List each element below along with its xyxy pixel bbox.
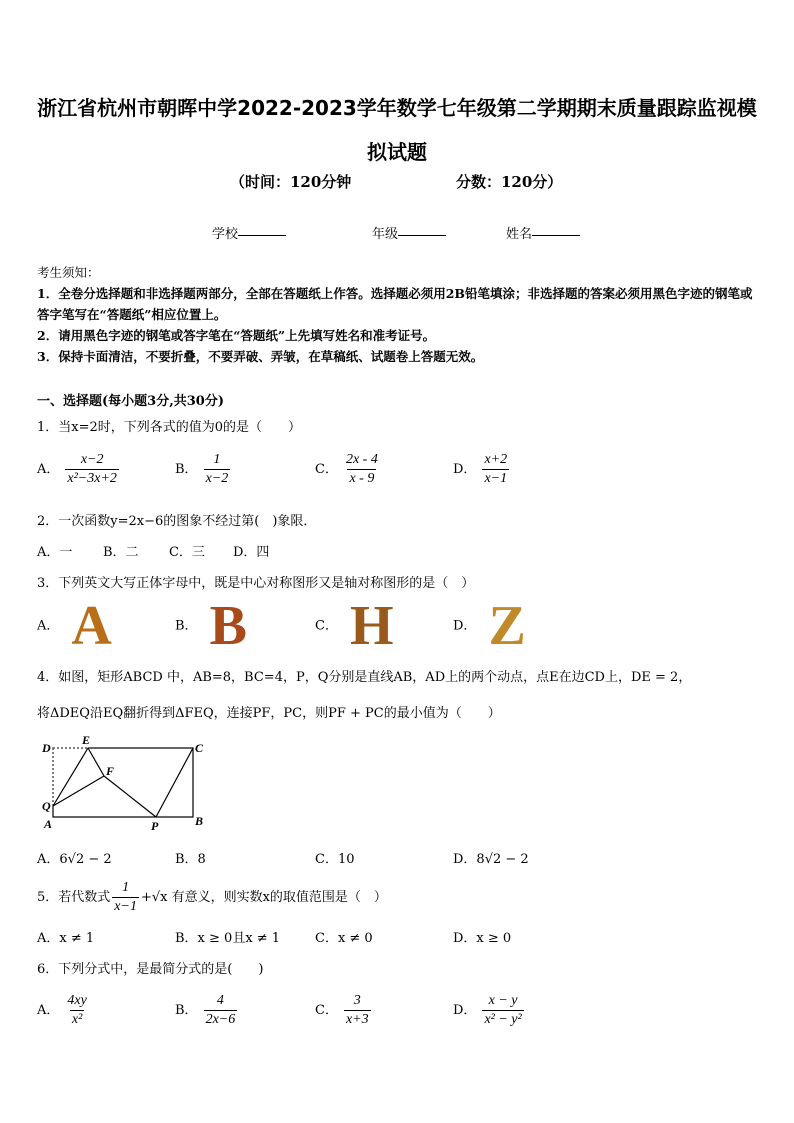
name-blank xyxy=(532,223,580,236)
q5-option-c[interactable]: C．x ≠ 0 xyxy=(315,931,373,946)
label-f: F xyxy=(106,764,115,778)
label-e: E xyxy=(82,733,91,747)
q2-option-a[interactable]: A．一 xyxy=(37,545,73,560)
numerator: 1 xyxy=(122,880,130,895)
name-label: 姓名 xyxy=(506,227,533,242)
q5-option-d[interactable]: D．x ≥ 0 xyxy=(453,931,512,946)
option-label: C． xyxy=(315,1003,338,1018)
numerator: 4xy xyxy=(67,993,87,1008)
question-2-stem: 2．一次函数y=2x−6的图象不经过第( )象限． xyxy=(37,514,317,529)
q1-option-c[interactable] xyxy=(315,452,380,487)
q6-option-b[interactable] xyxy=(175,993,237,1028)
question-1-stem: 1．当x=2时，下列各式的值为0的是（ ） xyxy=(37,420,302,435)
denominator: x−2 xyxy=(205,471,229,486)
numerator: 1 xyxy=(213,452,221,467)
q6-option-c[interactable] xyxy=(315,993,371,1028)
label-a: A xyxy=(44,817,53,831)
fraction xyxy=(482,452,509,487)
denominator: x²−3x+2 xyxy=(67,471,117,486)
q2-option-d[interactable]: D．四 xyxy=(233,545,270,560)
question-4-line2: 将ΔDEQ沿EQ翻折得到ΔFEQ，连接PF，PC，则PF + PC的最小值为（ ） xyxy=(37,706,501,721)
question-3-stem: 3．下列英文大写正体字母中，既是中心对称图形又是轴对称图形的是（ ） xyxy=(37,576,475,591)
option-label: D． xyxy=(453,462,477,477)
numerator: x+2 xyxy=(484,452,508,467)
fraction xyxy=(344,993,371,1028)
time-label: （时间：120分钟 xyxy=(230,173,352,191)
option-label: D． xyxy=(453,618,477,634)
rectangle-figure xyxy=(36,732,216,832)
q6-option-d[interactable] xyxy=(453,993,524,1028)
q1-option-d[interactable] xyxy=(453,452,509,487)
option-label: D． xyxy=(453,1003,477,1018)
label-d: D xyxy=(42,741,51,755)
option-label: A． xyxy=(37,618,60,634)
school-label: 学校 xyxy=(212,227,239,242)
school-field xyxy=(212,223,238,242)
score-label: 分数：120分） xyxy=(456,173,563,191)
option-label: A． xyxy=(37,1003,60,1018)
label-q: Q xyxy=(42,799,51,813)
segment-pf xyxy=(104,776,156,817)
notice-heading: 考生须知： xyxy=(37,265,100,280)
letter-b-image: B xyxy=(209,595,247,657)
notice-item: 2．请用黑色字迹的钢笔或答字笔在“答题纸”上先填写姓名和准考证号。 xyxy=(37,328,436,343)
option-label: C． xyxy=(315,618,338,634)
q6-option-a[interactable] xyxy=(37,993,89,1028)
denominator: x−1 xyxy=(484,471,508,486)
rectangle-abcd xyxy=(53,748,193,817)
denominator: 2x−6 xyxy=(205,1012,236,1027)
letter-h-image: H xyxy=(349,595,394,657)
q5-option-a[interactable]: A．x ≠ 1 xyxy=(37,931,95,946)
label-p: P xyxy=(151,819,159,832)
q4-option-d[interactable]: D．8√2 − 2 xyxy=(453,852,529,867)
numerator: 4 xyxy=(216,993,224,1008)
fraction xyxy=(112,880,139,915)
fraction xyxy=(482,993,523,1028)
q1-option-a[interactable] xyxy=(37,452,119,487)
section-heading: 一、选择题(每小题3分,共30分) xyxy=(37,394,224,409)
segment-eq xyxy=(53,748,88,806)
denominator: x² − y² xyxy=(484,1012,522,1027)
label-b: B xyxy=(195,814,204,828)
question-4-line1: 4．如图，矩形ABCD 中，AB=8，BC=4，P，Q分别是直线AB，AD上的两个动点，点E在边CD上，DE = 2， xyxy=(37,670,692,685)
segment-pc xyxy=(156,748,193,817)
q1-option-b[interactable] xyxy=(175,452,230,487)
q3-option-c[interactable] xyxy=(315,595,394,657)
segment-qf xyxy=(53,776,104,806)
grade-blank xyxy=(398,223,446,236)
question-5-stem xyxy=(37,880,387,915)
q3-option-a[interactable] xyxy=(37,595,112,657)
name-field xyxy=(506,223,532,242)
denominator: x−1 xyxy=(114,899,137,914)
q4-option-a[interactable]: A．6√2 − 2 xyxy=(37,852,112,867)
option-label: B． xyxy=(175,618,198,634)
fraction xyxy=(204,993,238,1028)
denominator: x² xyxy=(71,1012,83,1027)
exam-title: 浙江省杭州市朝晖中学2022-2023学年数学七年级第二学期期末质量跟踪监视模拟试题 xyxy=(37,96,757,164)
numerator: x−2 xyxy=(80,452,104,467)
option-label: C． xyxy=(315,462,338,477)
option-label: B． xyxy=(175,1003,198,1018)
option-label: A． xyxy=(37,462,60,477)
fraction xyxy=(344,452,380,487)
numerator: 3 xyxy=(353,993,361,1008)
q2-option-c[interactable]: C．三 xyxy=(169,545,205,560)
denominator: x+3 xyxy=(345,1012,369,1027)
q3-option-d[interactable] xyxy=(453,595,526,657)
fraction xyxy=(65,452,119,487)
denominator: x - 9 xyxy=(349,471,375,486)
q4-option-b[interactable]: B．8 xyxy=(175,852,206,867)
q5-option-b[interactable]: B．x ≥ 0且x ≠ 1 xyxy=(175,931,281,946)
fraction xyxy=(65,993,88,1028)
exam-notice xyxy=(37,262,762,367)
q4-option-c[interactable]: C．10 xyxy=(315,852,355,867)
question-6-stem: 6．下列分式中，是最简分式的是( ) xyxy=(37,962,264,977)
q5-stem-post: +√x 有意义，则实数x的取值范围是（ ） xyxy=(140,890,387,905)
option-label: B． xyxy=(175,462,198,477)
q2-option-b[interactable]: B．二 xyxy=(103,545,139,560)
numerator: 2x - 4 xyxy=(345,452,378,467)
notice-item: 3．保持卡面清洁，不要折叠，不要弄破、弄皱，在草稿纸、试题卷上答题无效。 xyxy=(37,349,484,364)
numerator: x − y xyxy=(488,993,518,1008)
segment-ef xyxy=(88,748,104,776)
q5-stem-pre: 5．若代数式 xyxy=(37,890,111,905)
label-c: C xyxy=(195,741,204,755)
grade-field xyxy=(372,223,398,242)
letter-z-image: Z xyxy=(488,595,526,657)
fraction xyxy=(204,452,231,487)
school-blank xyxy=(238,223,286,236)
grade-label: 年级 xyxy=(372,227,399,242)
q3-option-b[interactable] xyxy=(175,595,247,657)
notice-item: 1．全卷分选择题和非选择题两部分，全部在答题纸上作答。选择题必须用2B铅笔填涂；非选择题的答案必须用黑色字迹的钢笔或答字笔写在“答题纸”相应位置上。 xyxy=(37,286,753,322)
letter-a-image: A xyxy=(71,595,112,657)
